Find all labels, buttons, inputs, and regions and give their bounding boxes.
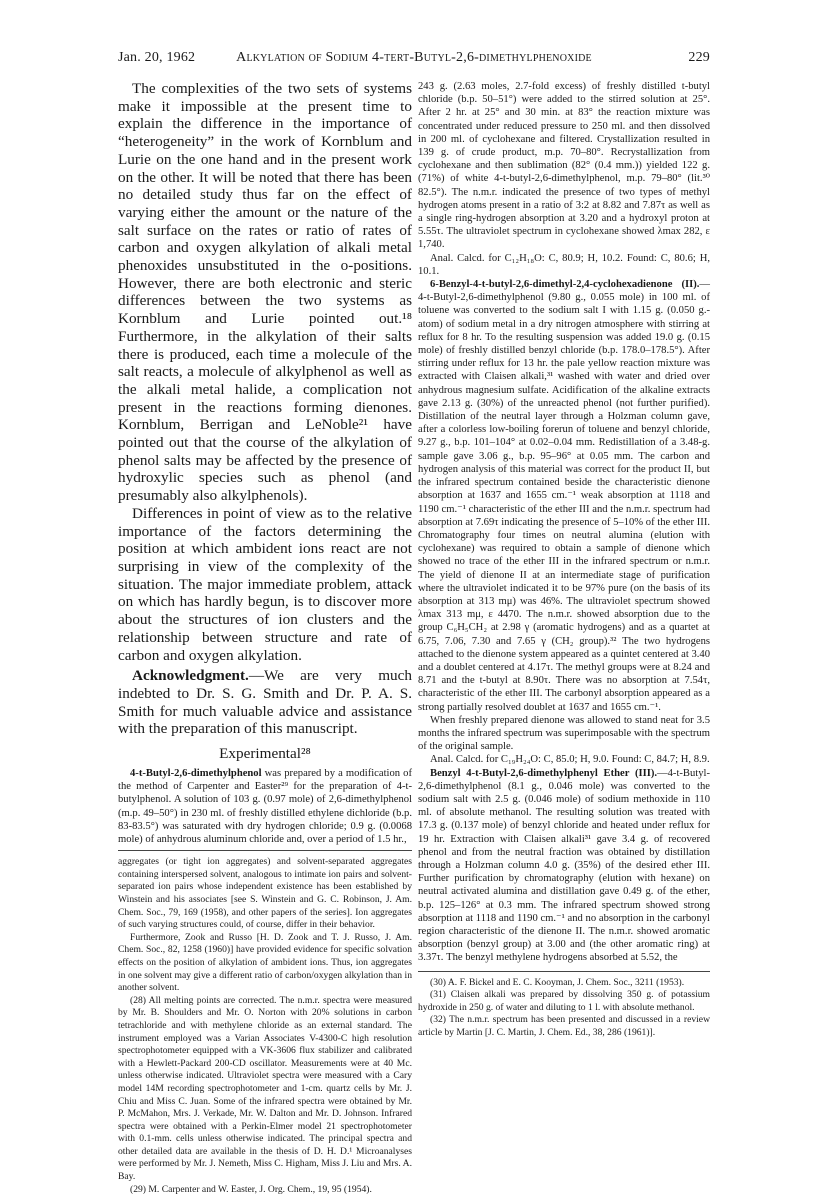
- acknowledgment-text: —We are very much indebted to Dr. S. G. Smith and Dr. P. A. S. Smith for much valuable advice and assistance with the preparation of this manuscript.: [118, 667, 412, 738]
- analysis-1: Anal. Calcd. for C₁₂H₁₈O: C, 80.9; H, 10.2. Found: C, 80.6; H, 10.1.: [418, 252, 710, 277]
- footnote-continued: aggregates (or tight ion aggregates) and solvent-separated aggregates containing interspersed solvent, analogous to intimate ion pairs and solvent-separated ion pairs whose independent existence has been established by Winstein and his associates [see S. Winstein and G. C. Robinson, J. Am. Chem. Soc., 79, 169 (1958), and other papers of the series]. Ion aggregates of such varying structures could, of course, differ in their behavior.: [118, 856, 412, 931]
- experimental-paragraph: [118, 767, 412, 846]
- dienone-stability: When freshly prepared dienone was allowed to stand neat for 3.5 months the infrared spectrum was superimposable with the spectrum of the original sample.: [418, 714, 710, 753]
- compound-title: 4-t-Butyl-2,6-dimethylphenol: [130, 768, 262, 780]
- acknowledgment-paragraph: [118, 667, 412, 738]
- footnote-31: (31) Claisen alkali was prepared by dissolving 350 g. of potassium hydroxide in 250 g. of water and diluting to 1 l. with absolute methanol.: [418, 989, 710, 1013]
- footnote-rule: [118, 850, 412, 851]
- compound-iii-text: —4-t-Butyl-2,6-dimethylphenol (8.1 g., 0.046 mole) was converted to the sodium salt with 2.5 g. (0.046 mole) of sodium methoxide in 110 ml. of absolute methanol. The resulting solution was treated with 17.3 g. (0.137 mole) of benzyl chloride and heated under reflux for 19 hr. Extraction with Claisen alkali³¹ gave 3.4 g. of recovered phenol and from the neutral fraction was obtained by distillation through a Holzman column 4.0 g. (35%) of the desired ether III. Further purification by chromatography (elution with hexane) on neutral activated alumina and distillation gave 0.49 g. of the ether, b.p. 125–126° at 0.3 mm. The infrared spectrum showed strong absorption at 1118 and 1190 cm.⁻¹ and no absorption in the carbonyl region characteristic of the dienone II. The n.m.r. showed aromatic absorption (benzyl group) at 3.00 and (the other aromatic ring) at 3.37τ. The benzyl methylene hydrogens absorbed at 5.52, the: [418, 767, 710, 964]
- analysis-2: Anal. Calcd. for C₁₉H₂₄O: C, 85.0; H, 9.0. Found: C, 84.7; H, 8.9.: [430, 754, 710, 766]
- compound-ii-text: —4-t-Butyl-2,6-dimethylphenol (9.80 g., 0.055 mole) in 100 ml. of toluene was converted to the sodium salt I with 1.15 g. (0.050 g.-atom) of sodium metal in a dry nitrogen atmosphere with stirring at reflux for 8 hr. To the resulting suspension was added 19.0 g. (0.15 mole) of freshly distilled benzyl chloride (b.p. 178.0–178.5°). After stirring under reflux for 13 hr. the pale yellow reaction mixture was extracted with Claisen alkali,³¹ washed with water and dried over anhydrous magnesium sulfate. Acidification of the alkaline extracts gave 2.13 g. (30%) of the unreacted phenol (not further purified). Distillation of the neutral layer through a Holzman column gave, after a colorless low-boiling forerun of toluene and benzyl chloride, 9.27 g., b.p. 101–104° at 0.02–0.04 mm. Redistillation of a 3.48-g. sample gave 3.06 g., b.p. 95–96° at 0.05 mm. The carbon and hydrogen analysis of this material was correct for the product II, but the infrared spectrum contained beside the characteristic dienone absorption at 1637 and 1655 cm.⁻¹ weak absorption at 1118 and 1190 cm.⁻¹ characteristic of the ether III and the n.m.r. spectrum had absorption at 7.69τ indicating the presence of 5–10% of the ether III. Chromatography four times on neutral alumina (elution with cyclohexane) was required to obtain a sample of dienone which showed no trace of the ether III in the infrared spectrum or n.m.r. The yield of dienone II at an intermediate stage of purification where the ultraviolet indicated it to be 97% pure (on the basis of its absorption at 313 mμ) was 46%. The ultraviolet spectrum showed λmax 313 mμ, ε 4470. The n.m.r. showed absorption due to the group C₆H₅CH₂ at 2.98 γ (aromatic hydrogens) and as a quartet at 6.75, 7.06, 7.30 and 7.65 γ (CH₂ group).³² The two hydrogens attached to the dienone system appeared as a quintet centered at 3.40 and a doublet centered at 4.17τ. The methyl groups were at 8.24 and 8.71 and the t-butyl at 8.90τ. There was no absorption at 7.54τ, characteristic of the ether III. The carbonyl absorption appeared as a strong partially resolved doublet at 1637 and 1655 cm.⁻¹.: [418, 279, 710, 713]
- right-column: [418, 80, 710, 1040]
- compound-ii-title: 6-Benzyl-4-t-butyl-2,6-dimethyl-2,4-cyclohexadienone (II).: [430, 279, 700, 291]
- experimental-heading: Experimental²⁸: [219, 745, 311, 763]
- compound-iii-paragraph: [418, 767, 710, 965]
- experimental-text: was prepared by a modification of the method of Carpenter and Easter²⁹ for the preparation of 4-t-butylphenol. A solution of 103 g. (0.97 mole) of 2,6-dimethylphenol (m.p. 49–50°) in 230 ml. of freshly distilled ethylene dichloride (b.p. 83-83.5°) was saturated with dry hydrogen chloride; 0.9 g. (0.0068 mole) of anhydrous aluminum chloride and, over a period of 1.5 hr.,: [118, 768, 412, 846]
- compound-iii-title: Benzyl 4-t-Butyl-2,6-dimethylphenyl Ether (III).: [430, 767, 658, 779]
- footnote-32: (32) The n.m.r. spectrum has been presented and discussed in a review article by Martin [J. C. Martin, J. Chem. Ed., 38, 286 (1961)].: [418, 1014, 710, 1038]
- footnote-30: (30) A. F. Bickel and E. C. Kooyman, J. Chem. Soc., 3211 (1953).: [430, 976, 685, 988]
- page-number: 229: [688, 50, 710, 65]
- footnote-28: (28) All melting points are corrected. The n.m.r. spectra were measured by Mr. B. Shoulders and Mr. O. Norton with 20% solutions in carbon tetrachloride and with methylene chloride as an external standard. The instrument employed was a Varian Associates V-4300-C high resolution spectrophotometer equipped with a VK-3606 flux stabilizer and calibrated with a Hewlett-Packard 200-CD oscillator. Measurements were at 40 Mc. unless otherwise indicated. Ultraviolet spectra were measured with a Cary model 14M recording spectrophotometer and 1-cm. quartz cells by Mr. J. Chiu and Miss C. Juan. Some of the infrared spectra were obtained by Mr. P. McMahon, Mrs. J. Verkade, Mr. W. Dalton and Mr. D. Johnson. Infrared spectra were obtained with a Perkin-Elmer model 21 spectrophotometer with 0.1-mm. cells unless otherwise indicated. The principal spectra and other detailed data are available in the thesis of D. H. D.¹ Microanalyses were performed by Mr. J. Nemeth, Miss C. Higham, Miss J. Liu and Mrs. A. Bay.: [118, 994, 412, 1183]
- footnote-29: (29) M. Carpenter and W. Easter, J. Org. Chem., 19, 95 (1954).: [130, 1183, 372, 1195]
- header-date: Jan. 20, 1962: [118, 50, 196, 65]
- acknowledgment-label: Acknowledgment.: [132, 667, 249, 685]
- left-column: [118, 80, 412, 1196]
- footnote-zook-russo: Furthermore, Zook and Russo [H. D. Zook and T. J. Russo, J. Am. Chem. Soc., 82, 1258 (1960)] have provided evidence for specific solvation effects on the position of alkylation of ambident ions. Thus, ion aggregates in one solvent may give a different ratio of carbon/oxygen alkylation than in another solvent.: [118, 931, 412, 994]
- compound-ii-paragraph: [418, 278, 710, 714]
- discussion-paragraph-2: Differences in point of view as to the relative importance of the factors determining the position at which ambident ions react are not surprising in view of the complexity of the situation. The major immediate problem, attack on which has hardly begun, is to discover more about the structures of ion clusters and the relationship between structure and rate of carbon and oxygen alkylation.: [118, 504, 412, 664]
- discussion-paragraph-1: The complexities of the two sets of systems make it impossible at the present time to explain the difference in the importance of “heterogeneity” in the work of Kornblum and Lurie on the one hand and in the present work on the other. It will be noted that there has been no detailed study thus far on the effect of varying either the amount or the nature of the salt surface on the rates or ratio of rates of carbon and oxygen alkylation of alkali metal phenoxides unsubstituted in the o-positions. However, there are both electronic and steric differences between the two systems as Kornblum and Lurie pointed out.¹⁸ Furthermore, in the alkylation of their salts there is produced, each time a molecule of the salt reacts, a molecule of alkylphenol as well as the alkali metal halide, a complication not present in the reactions forming dienones. Kornblum, Berrigan and LeNoble²¹ have pointed out that the course of the alkylation of phenol salts may be affected by the presence of hydroxylic species such as phenol (and presumably also alkylphenols).: [118, 80, 412, 505]
- running-title: Alkylation of Sodium 4-tert-Butyl-2,6-dimethylphenoxide: [236, 50, 592, 65]
- procedure-paragraph-1: 243 g. (2.63 moles, 2.7-fold excess) of freshly distilled t-butyl chloride (b.p. 50–51°) were added to the stirred solution at 25°. After 2 hr. at 25° and 30 min. at 83° the reaction mixture was concentrated under reduced pressure to 250 ml. and then dissolved in 200 ml. of cyclohexane and filtered. Crystallization resulted in 139 g. of crude product, m.p. 70–80°. Recrystallization from cyclohexane and then sublimation (82° (0.4 mm.)) yielded 122 g. (71%) of white 4-t-butyl-2,6-dimethylphenol, m.p. 79–80° (lit.³⁰ 82.5°). The n.m.r. indicated the presence of two types of methyl hydrogen atoms present in a ratio of 3:2 at 8.82 and 7.87τ as well as a single ring-hydrogen absorption at 3.20 and a hydroxyl proton at 5.55τ. The ultraviolet spectrum in cyclohexane showed λmax 282, ε 1,740.: [418, 81, 710, 251]
- page-header: [118, 50, 710, 70]
- footnote-rule-right: [418, 971, 710, 972]
